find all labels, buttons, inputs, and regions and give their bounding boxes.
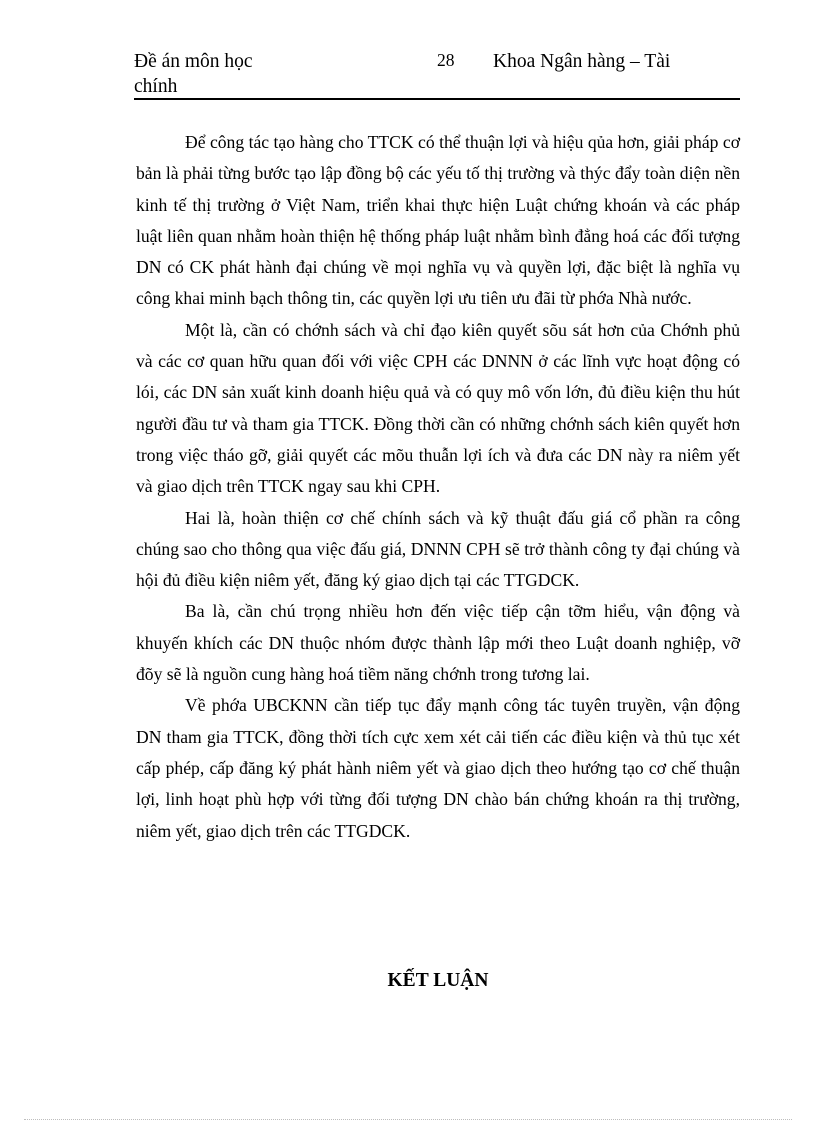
- page-header: [134, 46, 740, 100]
- paragraph-first-measure: Một là, cần có chớnh sách và chỉ đạo kiên quyết sõu sát hơn của Chớnh phủ và các cơ quan hữu quan đối với việc CPH các DNNN ở các lĩnh vực hoạt động có lói, các DN sản xuất kinh doanh hiệu quả và có quy mô vốn lớn, đủ điều kiện thu hút người đầu tư và tham gia TTCK. Đồng thời cần có những chớnh sách kiên quyết hơn trong việc tháo gỡ, giải quyết các mõu thuẫn lợi ích và đưa các DN này ra niêm yết và giao dịch trên TTCK ngay sau khi CPH.: [136, 319, 740, 497]
- paragraph-third-measure: Ba là, cần chú trọng nhiều hơn đến việc tiếp cận tỡm hiểu, vận động và khuyến khích các DN thuộc nhóm được thành lập mới theo Luật doanh nghiệp, vỡ đõy sẽ là nguồn cung hàng hoá tiềm năng chớnh trong tương lai.: [136, 601, 740, 685]
- page-number: 28: [437, 50, 455, 70]
- body-text: [136, 127, 740, 847]
- conclusion-heading: KẾT LUẬN: [387, 970, 489, 991]
- header-faculty: Khoa Ngân hàng – Tài: [493, 51, 671, 72]
- header-course-title: Đề án môn học chính: [134, 51, 253, 97]
- paragraph-ubcknn: Về phớa UBCKNN cần tiếp tục đẩy mạnh công tác tuyên truyền, vận động DN tham gia TTCK, đồng thời tích cực xem xét cải tiến các điều kiện và thủ tục xét cấp phép, cấp đăng ký phát hành niêm yết và giao dịch theo hướng tạo cơ chế thuận lợi, linh hoạt phù hợp với từng đối tượng DN chào bán chứng khoán ra thị trường, niêm yết, giao dịch trên các TTGDCK.: [136, 695, 740, 841]
- paragraph-intro: Để công tác tạo hàng cho TTCK có thể thuận lợi và hiệu qủa hơn, giải pháp cơ bản là phải từng bước tạo lập đồng bộ các yếu tố thị trường và thýc đẩy toàn diện nền kinh tế thị trường ở Việt Nam, triển khai thực hiện Luật chứng khoán và các pháp luật liên quan nhằm hoàn thiện hệ thống pháp luật nhằm bình đẳng hoá các đối tượng DN có CK phát hành đại chúng về mọi nghĩa vụ và quyền lợi, đặc biệt là nghĩa vụ công khai minh bạch thông tin, các quyền lợi ưu tiên ưu đãi từ phớa Nhà nước.: [136, 132, 740, 309]
- page-bottom-divider: [24, 1119, 792, 1120]
- paragraph-second-measure: Hai là, hoàn thiện cơ chế chính sách và kỹ thuật đấu giá cổ phần ra công chúng sao cho thông qua việc đấu giá, DNNN CPH sẽ trở thành công ty đại chúng và hội đủ điều kiện niêm yết, đăng ký giao dịch tại các TTGDCK.: [136, 507, 740, 591]
